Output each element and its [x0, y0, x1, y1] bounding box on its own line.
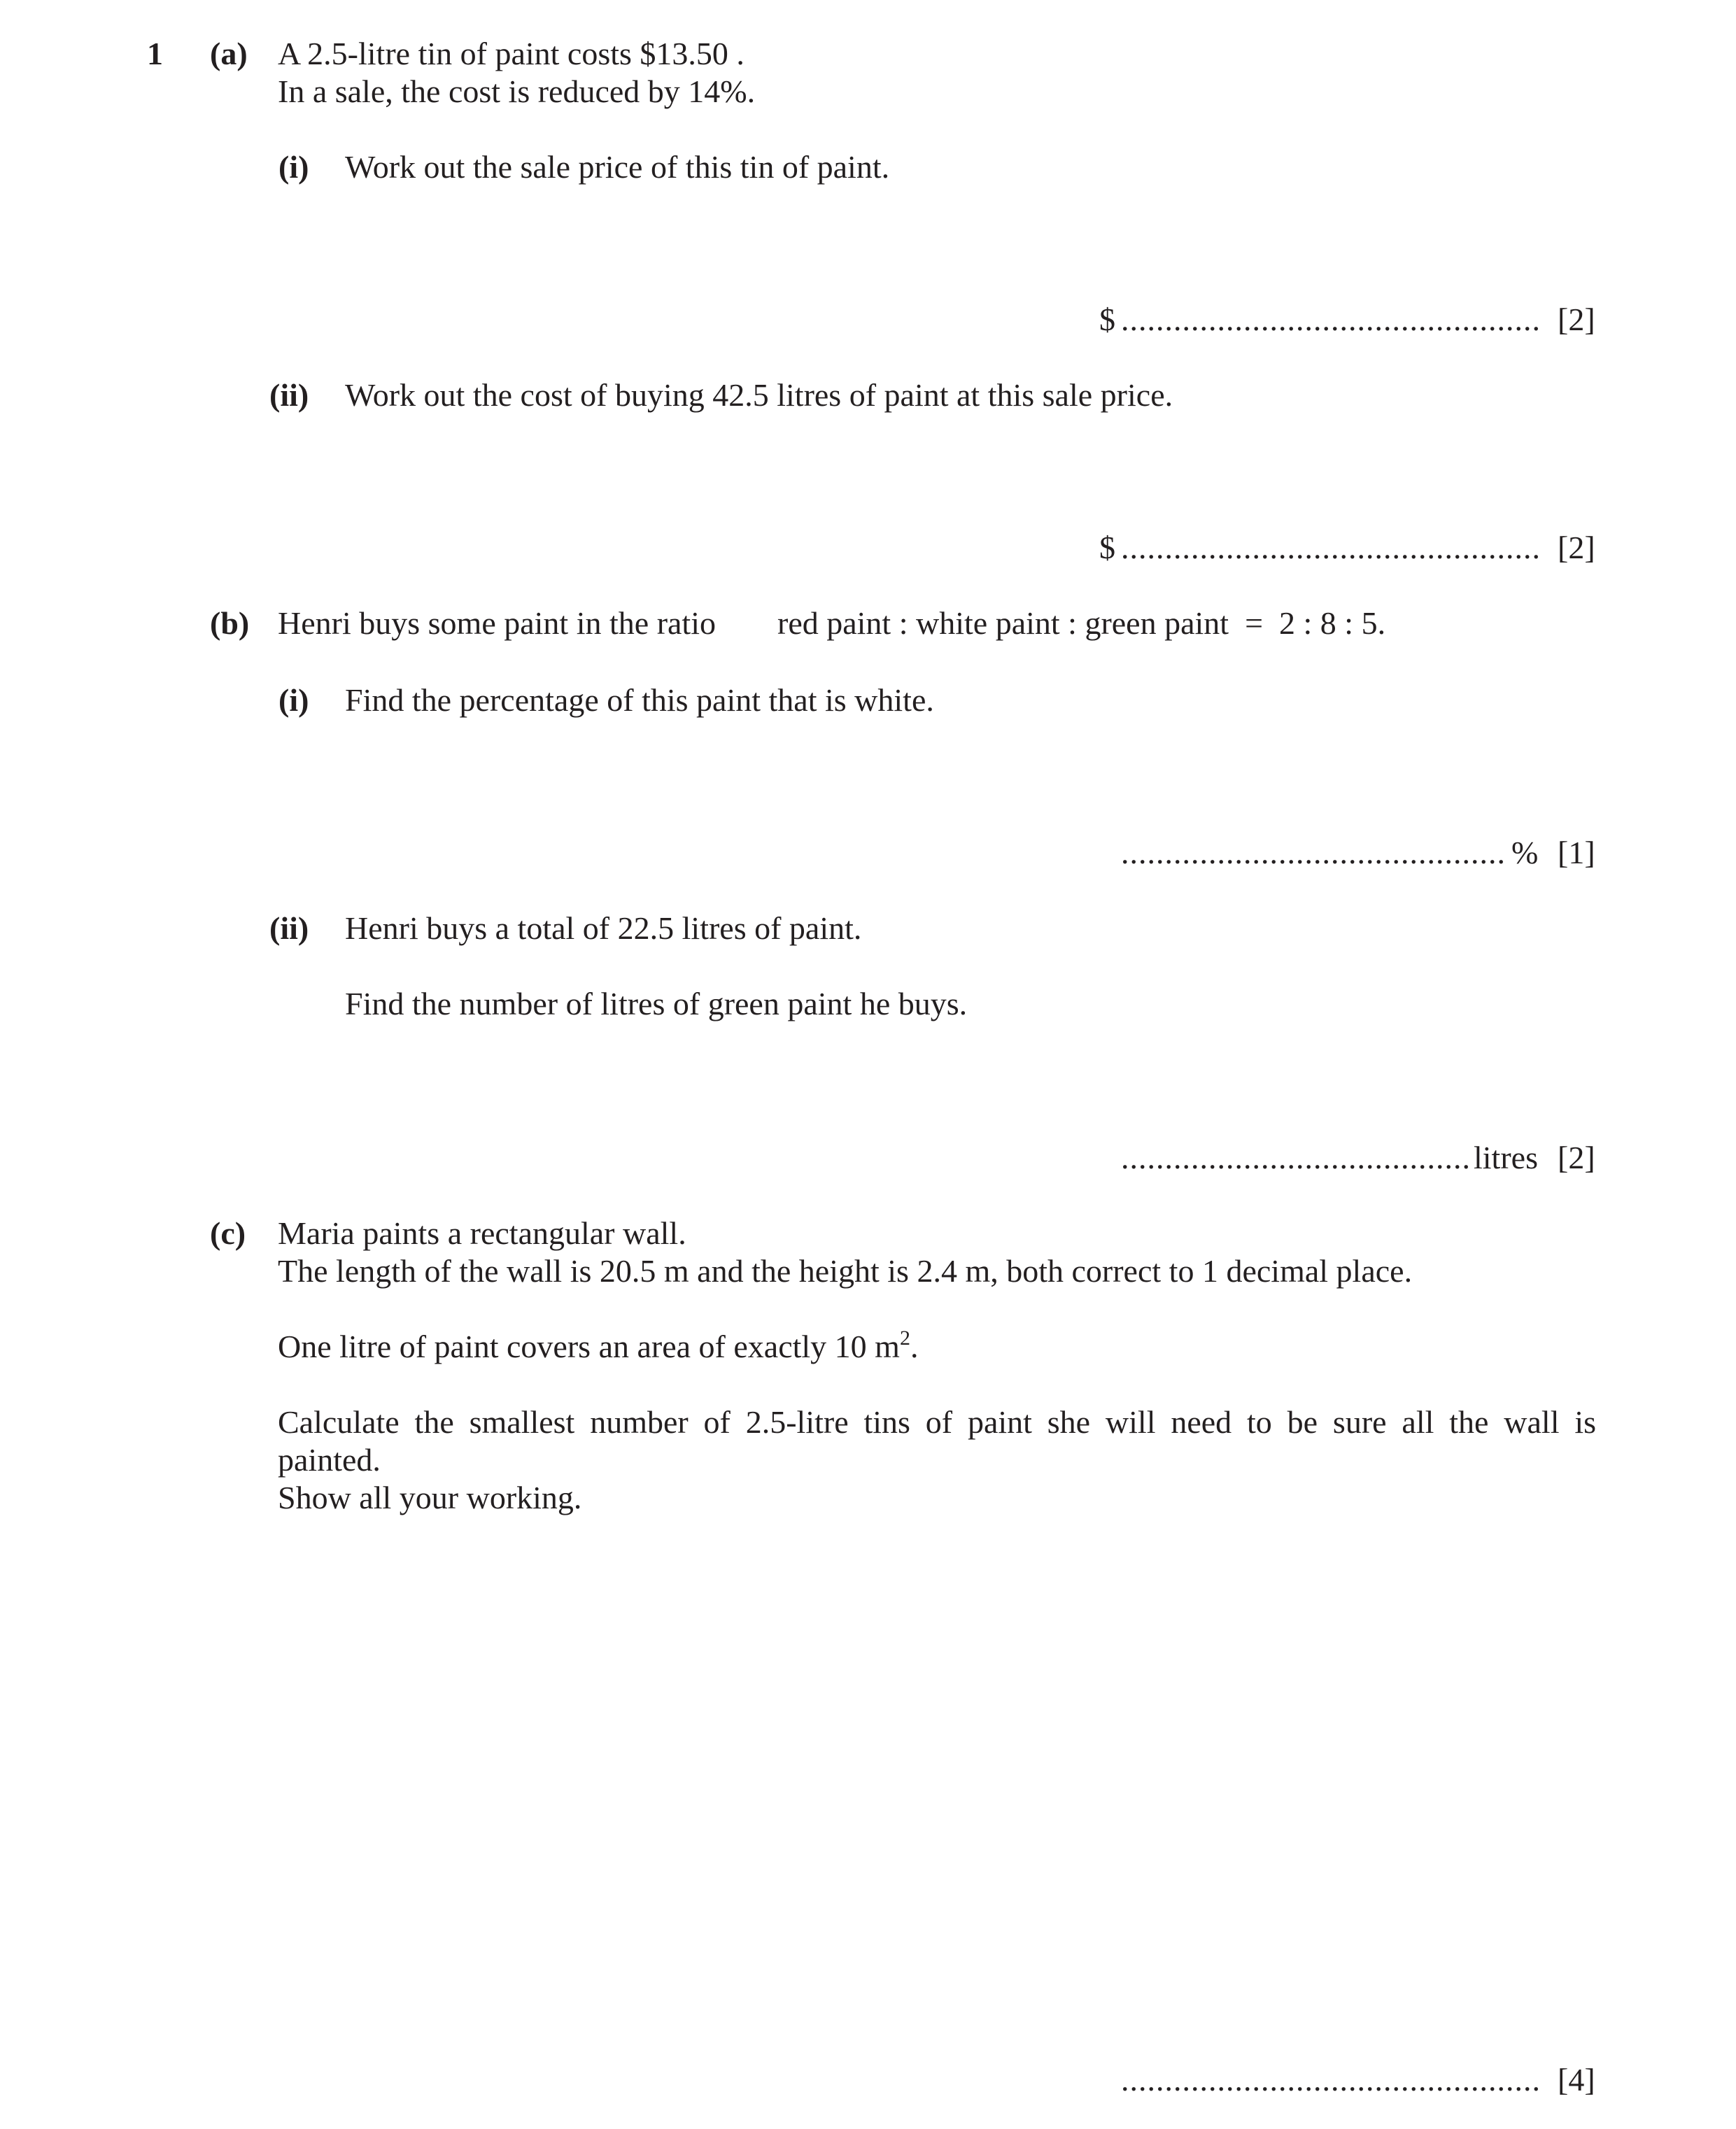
- part-b-i-answer-line[interactable]: ............................................: [1121, 835, 1506, 870]
- part-a-i-label: (i): [278, 149, 309, 185]
- part-b-i-text: Find the percentage of this paint that is white.: [345, 682, 934, 718]
- part-a-ii-text: Work out the cost of buying 42.5 litres of paint at this sale price.: [345, 377, 1173, 413]
- part-c-line3: [278, 1328, 918, 1366]
- part-b-ii-unit: litres: [1474, 1140, 1538, 1175]
- part-b-text: Henri buys some paint in the ratio: [278, 605, 716, 641]
- part-c-line1: Maria paints a rectangular wall.: [278, 1215, 686, 1251]
- part-c-line4a: Calculate the smallest number of 2.5-litre tins of paint she will need to be sure all the wall is: [278, 1404, 1596, 1440]
- part-a-ii-answer-line[interactable]: ................................................: [1121, 530, 1541, 565]
- part-b-i-label: (i): [278, 682, 309, 718]
- part-b-ii-line2: Find the number of litres of green paint he buys.: [345, 986, 968, 1021]
- part-a-i-marks: [2]: [1558, 302, 1595, 337]
- part-b-ii-line1: Henri buys a total of 22.5 litres of paint.: [345, 910, 862, 946]
- part-a-line1: A 2.5-litre tin of paint costs $13.50 .: [278, 36, 744, 71]
- part-b-i-marks: [1]: [1558, 835, 1595, 870]
- question-number: 1: [147, 36, 163, 71]
- part-b-label: (b): [210, 605, 250, 641]
- part-c-answer-line[interactable]: ................................................: [1121, 2062, 1541, 2098]
- part-b-ii-answer-line[interactable]: ........................................: [1121, 1140, 1471, 1175]
- part-c-marks: [4]: [1558, 2062, 1595, 2098]
- part-c-line3-superscript: 2: [899, 1327, 910, 1350]
- part-b-ratio: red paint : white paint : green paint = 2 : 8 : 5.: [777, 605, 1386, 641]
- part-c-line3-text: One litre of paint covers an area of exactly 10 m: [278, 1329, 900, 1364]
- part-c-line5: Show all your working.: [278, 1480, 582, 1515]
- part-a-i-answer-prefix: $: [1099, 302, 1115, 337]
- part-c-line2: The length of the wall is 20.5 m and the height is 2.4 m, both correct to 1 decimal place.: [278, 1253, 1413, 1289]
- part-a-i-answer-line[interactable]: ................................................: [1121, 302, 1541, 337]
- part-a-ii-label: (ii): [269, 377, 309, 413]
- part-c-line4b: painted.: [278, 1442, 381, 1478]
- part-a-line2: In a sale, the cost is reduced by 14%.: [278, 73, 756, 109]
- part-a-ii-marks: [2]: [1558, 530, 1595, 565]
- part-a-i-text: Work out the sale price of this tin of paint.: [345, 149, 890, 185]
- part-c-line3-end: .: [910, 1329, 919, 1364]
- part-c-label: (c): [210, 1215, 246, 1251]
- part-b-ii-marks: [2]: [1558, 1140, 1595, 1175]
- part-a-label: (a): [210, 36, 248, 71]
- part-b-ii-label: (ii): [269, 910, 309, 946]
- part-b-i-unit: %: [1511, 835, 1539, 870]
- part-a-ii-answer-prefix: $: [1099, 530, 1115, 565]
